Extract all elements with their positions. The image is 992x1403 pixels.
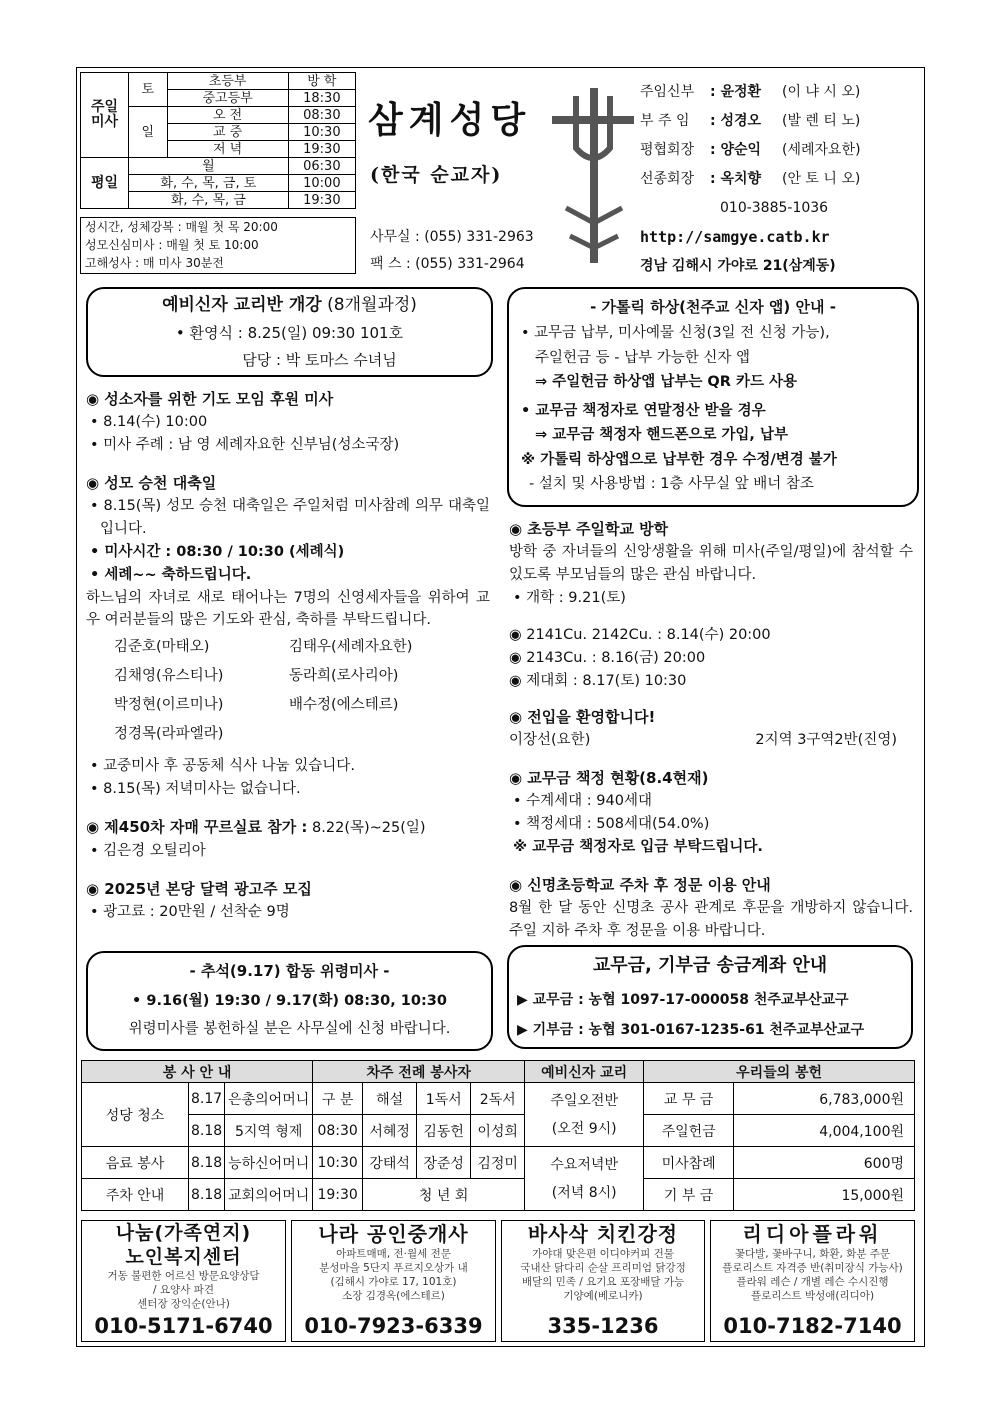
sat-label: 토 (129, 73, 168, 107)
section-head: ◉ 초등부 주일학교 방학 (509, 520, 669, 538)
cross-logo-icon (548, 88, 638, 263)
mass-cell: 초등부 (167, 73, 288, 90)
staff-row: 선종회장 : 옥치향 (안 토 니 오) (640, 165, 920, 194)
app-line: 주일헌금 등 - 납부 가능한 신자 앱 (535, 349, 750, 366)
section-item: ◉ 2141Cu. 2142Cu. : 8.14(수) 20:00 (509, 627, 771, 643)
baptized-name: 동라희(로사리아) (289, 668, 399, 684)
service-cell: 이성희 (471, 1115, 525, 1147)
staff-role: 선종회장 (640, 171, 695, 187)
app-line: ⇒ 교무금 책정자 핸드폰으로 가입, 납부 (535, 427, 789, 443)
service-cell: 8.17 (189, 1083, 225, 1115)
staff-saint: (이 냐 시 오) (782, 84, 861, 100)
mass-notes (80, 217, 356, 274)
chuseok-line1: • 9.16(월) 19:30 / 9.17(화) 08:30, 10:30 (132, 993, 447, 1009)
catechumen-box (86, 287, 493, 377)
baptized-name: 배수정(에스테르) (289, 697, 399, 713)
staff-role: 부 주 임 (640, 113, 690, 129)
church-name: 삼계성당 (368, 99, 532, 141)
section-head: ◉ 전입을 환영합니다! (509, 708, 656, 726)
chuseok-box (86, 951, 493, 1051)
baptized-list (86, 633, 490, 749)
ad-desc: 꽃다발, 꽃바구니, 화환, 화분 주문 플로리스트 자격증 반(취미장식 가능사) 플라워 레슨 / 개별 레슨 수시진행 플로리스트 박성애(리디아) (722, 1248, 903, 1302)
chuseok-title: - 추석(9.17) 합동 위령미사 - (189, 962, 390, 980)
parking-text: 8월 한 달 동안 신명초 공사 관계로 후문을 개방하지 않습니다. 주일 지하 주차 후 정문을 이용 바랍니다. (509, 900, 913, 939)
section-item: • 8.15(목) 성모 승천 대축일은 주일처럼 미사참례 의무 대축일입니다. (90, 498, 490, 537)
app-line: ⇒ 주일헌금 하상앱 납부는 QR 카드 사용 (535, 374, 798, 390)
baptized-name: 정경목(라파엘라) (114, 726, 224, 742)
staff-name: 윤정환 (720, 84, 762, 100)
service-cell: 서혜정 (363, 1115, 417, 1147)
drink-label: 음료 봉사 (82, 1147, 189, 1179)
church-url[interactable]: http://samgye.catb.kr (640, 228, 830, 246)
section-head: ◉ 성모 승천 대축일 (86, 474, 217, 492)
staff-role: 평협회장 (640, 142, 695, 158)
ad-nara (291, 1220, 496, 1342)
staff-row: 주임신부 : 윤정환 (이 냐 시 오) (640, 78, 920, 107)
mass-schedule-table (80, 72, 356, 209)
mass-cell: 중고등부 (167, 90, 288, 107)
service-header: 봉 사 안 내 (82, 1061, 313, 1083)
section-item: • 8.14(수) 10:00 (90, 414, 208, 430)
service-cell: 구 분 (313, 1083, 363, 1115)
app-line: • 교무금 책정자로 연말정산 받을 경우 (521, 402, 766, 419)
mass-cell: 08:30 (288, 107, 355, 124)
section-head: ◉ 신명초등학교 주차 후 정문 이용 안내 (509, 876, 771, 894)
app-line: • 교무금 납부, 미사예물 신청(3일 전 신청 가능), (521, 325, 830, 341)
offer-value: 600명 (734, 1147, 915, 1179)
section-item: 하느님의 자녀로 새로 태어나는 7명의 신영세자들을 위하여 교우 여러분들의 많은 기도와 관심, 축하를 부탁드립니다. (86, 590, 490, 628)
mass-cell: 06:30 (288, 158, 355, 175)
service-cell: 10:30 (313, 1147, 363, 1179)
catechumen-line1: • 환영식 : 8.25(일) 09:30 101호 (175, 324, 404, 342)
section-item: • 세례~~ 축하드립니다. (90, 567, 252, 583)
section-head-tail: 8.22(목)~25(일) (307, 820, 426, 836)
app-box (507, 287, 919, 507)
app-line: - 설치 및 사용방법 : 1층 사무실 앞 배너 참조 (529, 476, 814, 492)
staff-row: 부 주 임 : 성경오 (발 렌 티 노) (640, 107, 920, 136)
service-cell: 해설 (363, 1083, 417, 1115)
staff-name: 양순익 (720, 142, 762, 158)
ad-desc: 아파트매매, 전·월세 전문 분성마을 5단지 푸르지오상가 내 (김해시 가야로 17, 101호) 소장 김경옥(에스테르) (319, 1248, 468, 1302)
app-lines (521, 321, 905, 497)
account-line: ▶ 교무금 : 농협 1097-17-000058 천주교부산교구 (517, 992, 849, 1008)
baptized-name: 김태우(세례자요한) (289, 639, 413, 655)
account-box (507, 945, 913, 1049)
service-cell: 능하신어머니 (225, 1147, 313, 1179)
sun-label: 일 (129, 107, 168, 158)
cat-class: 주일오전반 (550, 1092, 618, 1109)
service-cell: 08:30 (313, 1115, 363, 1147)
service-cell: 교회의어머니 (225, 1179, 313, 1211)
ad-title: 나라 공인중개사 (318, 1222, 469, 1246)
chuseok-line2: 위령미사를 봉헌하실 분은 사무실에 신청 바랍니다. (128, 1021, 451, 1037)
staff-list (640, 78, 920, 281)
ad-phone: 010-5171-6740 (94, 1314, 273, 1338)
welcome-name: 이장선(요한) (509, 732, 591, 748)
section-item: ◉ 2143Cu. : 8.16(금) 20:00 (509, 650, 706, 666)
service-cell: 청 년 회 (363, 1179, 525, 1211)
mass-cell: 오 전 (167, 107, 288, 124)
offer-label: 교 무 금 (644, 1083, 734, 1115)
section-item: • 수계세대 : 940세대 (513, 793, 652, 809)
cat-class: 수요저녁반 (550, 1156, 618, 1173)
staff-phone: 010-3885-1036 (720, 200, 829, 216)
ad-phone: 335-1236 (547, 1314, 659, 1338)
staff-role: 주임신부 (640, 84, 695, 100)
service-cell: 8.18 (189, 1115, 225, 1147)
service-cell: 5지역 형제 (225, 1115, 313, 1147)
catechumen-line2: 담당 : 박 토마스 수녀님 (242, 351, 397, 369)
mass-cell: 10:30 (288, 124, 355, 141)
ad-desc: 거동 불편한 어르신 방문요양상담 / 요양사 파견 센터장 장익순(안나) (107, 1270, 260, 1310)
staff-row: 평협회장 : 양순익 (세례자요한) (640, 136, 920, 165)
ad-title: 바사삭 치킨강정 (527, 1222, 679, 1246)
section-item: • 광고료 : 20만원 / 선착순 9명 (90, 904, 290, 920)
section-item: ◉ 제대회 : 8.17(토) 10:30 (509, 673, 687, 689)
service-header: 예비신자 교리 (525, 1061, 644, 1083)
mass-note: 성시간, 성체강복 : 매월 첫 목 20:00 (85, 220, 278, 234)
catechumen-suffix: (8개월과정) (327, 295, 417, 315)
service-table (81, 1060, 915, 1211)
baptized-name: 김준호(마태오) (114, 639, 210, 655)
section-item: • 김은경 오틸리아 (90, 843, 206, 859)
section-item: • 책정세대 : 508세대(54.0%) (513, 816, 710, 832)
section-item: • 8.15(목) 저녁미사는 없습니다. (90, 781, 301, 797)
offer-value: 4,004,100원 (734, 1115, 915, 1147)
service-cell: 19:30 (313, 1179, 363, 1211)
welcome-area: 2지역 3구역2반(진영) (755, 732, 897, 748)
account-title: 교무금, 기부금 송금계좌 안내 (592, 955, 828, 976)
cat-time: (오전 9시) (551, 1120, 617, 1137)
section-head: ◉ 성소자를 위한 기도 모임 후원 미사 (86, 390, 334, 408)
service-cell: 김동헌 (417, 1115, 471, 1147)
right-column (509, 517, 913, 943)
section-item: • 교중미사 후 공동체 식사 나눔 있습니다. (90, 758, 355, 774)
service-header: 차주 전례 봉사자 (313, 1061, 525, 1083)
office-phone: 사무실 : (055) 331-2963 (370, 229, 534, 245)
service-cell: 2독서 (471, 1083, 525, 1115)
park-label: 주차 안내 (82, 1179, 189, 1211)
mass-cell: 방 학 (288, 73, 355, 90)
section-item: 방학 중 자녀들의 신앙생활을 위해 미사(주일/평일)에 참석할 수 있도록 부모님들의 많은 관심 바랍니다. (509, 544, 913, 583)
mass-cell: 18:30 (288, 90, 355, 107)
offer-label: 주일헌금 (644, 1115, 734, 1147)
clean-label: 성당 청소 (82, 1083, 189, 1147)
section-item: • 미사 주례 : 남 영 세례자요한 신부님(성소국장) (90, 437, 400, 453)
staff-saint: (발 렌 티 노) (782, 113, 861, 129)
section-item: ※ 교무금 책정자로 입금 부탁드립니다. (513, 839, 763, 855)
sunday-mass-label: 주일 미사 (81, 73, 129, 158)
church-subtitle: (한국 순교자) (370, 164, 503, 186)
section-head: ◉ 교무금 책정 현황(8.4현재) (509, 769, 709, 787)
mass-cell: 화, 수, 목, 금 (129, 192, 289, 209)
mass-cell: 교 중 (167, 124, 288, 141)
offer-label: 기 부 금 (644, 1179, 734, 1211)
staff-name: 옥치향 (720, 171, 762, 187)
mass-cell: 화, 수, 목, 금, 토 (129, 175, 289, 192)
offer-value: 6,783,000원 (734, 1083, 915, 1115)
service-cell: 8.18 (189, 1147, 225, 1179)
service-cell: 강태석 (363, 1147, 417, 1179)
staff-name: 성경오 (720, 113, 762, 129)
ad-phone: 010-7923-6339 (304, 1314, 483, 1338)
ad-desc: 가야대 맞은편 이디야커피 건물 국내산 닭다리 순살 프리미엄 닭강정 배달의 민족 / 요기요 포장배달 가능 기양예(베로니카) (520, 1248, 686, 1302)
app-line: ※ 가톨릭 하상앱으로 납부한 경우 수정/변경 불가 (521, 451, 837, 468)
ad-title: 리디아플라워 (742, 1222, 883, 1246)
service-cell: 1독서 (417, 1083, 471, 1115)
mass-cell: 19:30 (288, 141, 355, 158)
service-cell: 장준성 (417, 1147, 471, 1179)
service-header: 우리들의 봉헌 (644, 1061, 915, 1083)
mass-note: 고해성사 : 매 미사 30분전 (85, 256, 224, 270)
offer-label: 미사참례 (644, 1147, 734, 1179)
staff-saint: (세례자요한) (782, 142, 861, 158)
ad-phone: 010-7182-7140 (723, 1314, 902, 1338)
mass-cell: 월 (129, 158, 289, 175)
mass-cell: 저 녁 (167, 141, 288, 158)
baptized-name: 박정현(이르미나) (114, 697, 224, 713)
section-item: • 개학 : 9.21(토) (513, 590, 626, 606)
baptized-name: 김채영(유스티나) (114, 668, 224, 684)
account-line: ▶ 기부금 : 농협 301-0167-1235-61 천주교부산교구 (517, 1022, 865, 1038)
catechumen-title: 예비신자 교리반 개강 (162, 295, 322, 315)
staff-saint: (안 토 니 오) (782, 171, 861, 187)
ad-basasak (501, 1220, 705, 1342)
service-cell: 8.18 (189, 1179, 225, 1211)
church-address: 경남 김해시 가야로 21(삼계동) (640, 258, 836, 274)
section-head: ◉ 제450차 자매 꾸르실료 참가 : (86, 818, 308, 836)
service-cell: 김정미 (471, 1147, 525, 1179)
ad-lydia (710, 1220, 915, 1342)
weekday-mass-label: 평일 (81, 158, 129, 209)
offer-value: 15,000원 (734, 1179, 915, 1211)
service-cell: 은총의어머니 (225, 1083, 313, 1115)
mass-cell: 19:30 (288, 192, 355, 209)
section-head: ◉ 2025년 본당 달력 광고주 모집 (86, 880, 312, 898)
section-item: • 미사시간 : 08:30 / 10:30 (세례식) (90, 544, 345, 560)
ad-title: 나눔(가족연지) 노인복지센터 (115, 1222, 252, 1268)
left-column (86, 387, 490, 924)
fax-number: 팩 스 : (055) 331-2964 (370, 256, 525, 272)
cat-time: (저녁 8시) (551, 1184, 617, 1201)
ad-nanum (81, 1220, 286, 1342)
mass-note: 성모신심미사 : 매월 첫 토 10:00 (85, 238, 259, 252)
mass-cell: 10:00 (288, 175, 355, 192)
app-title: - 가톨릭 하상(천주교 신자 앱) 안내 - (590, 298, 836, 316)
